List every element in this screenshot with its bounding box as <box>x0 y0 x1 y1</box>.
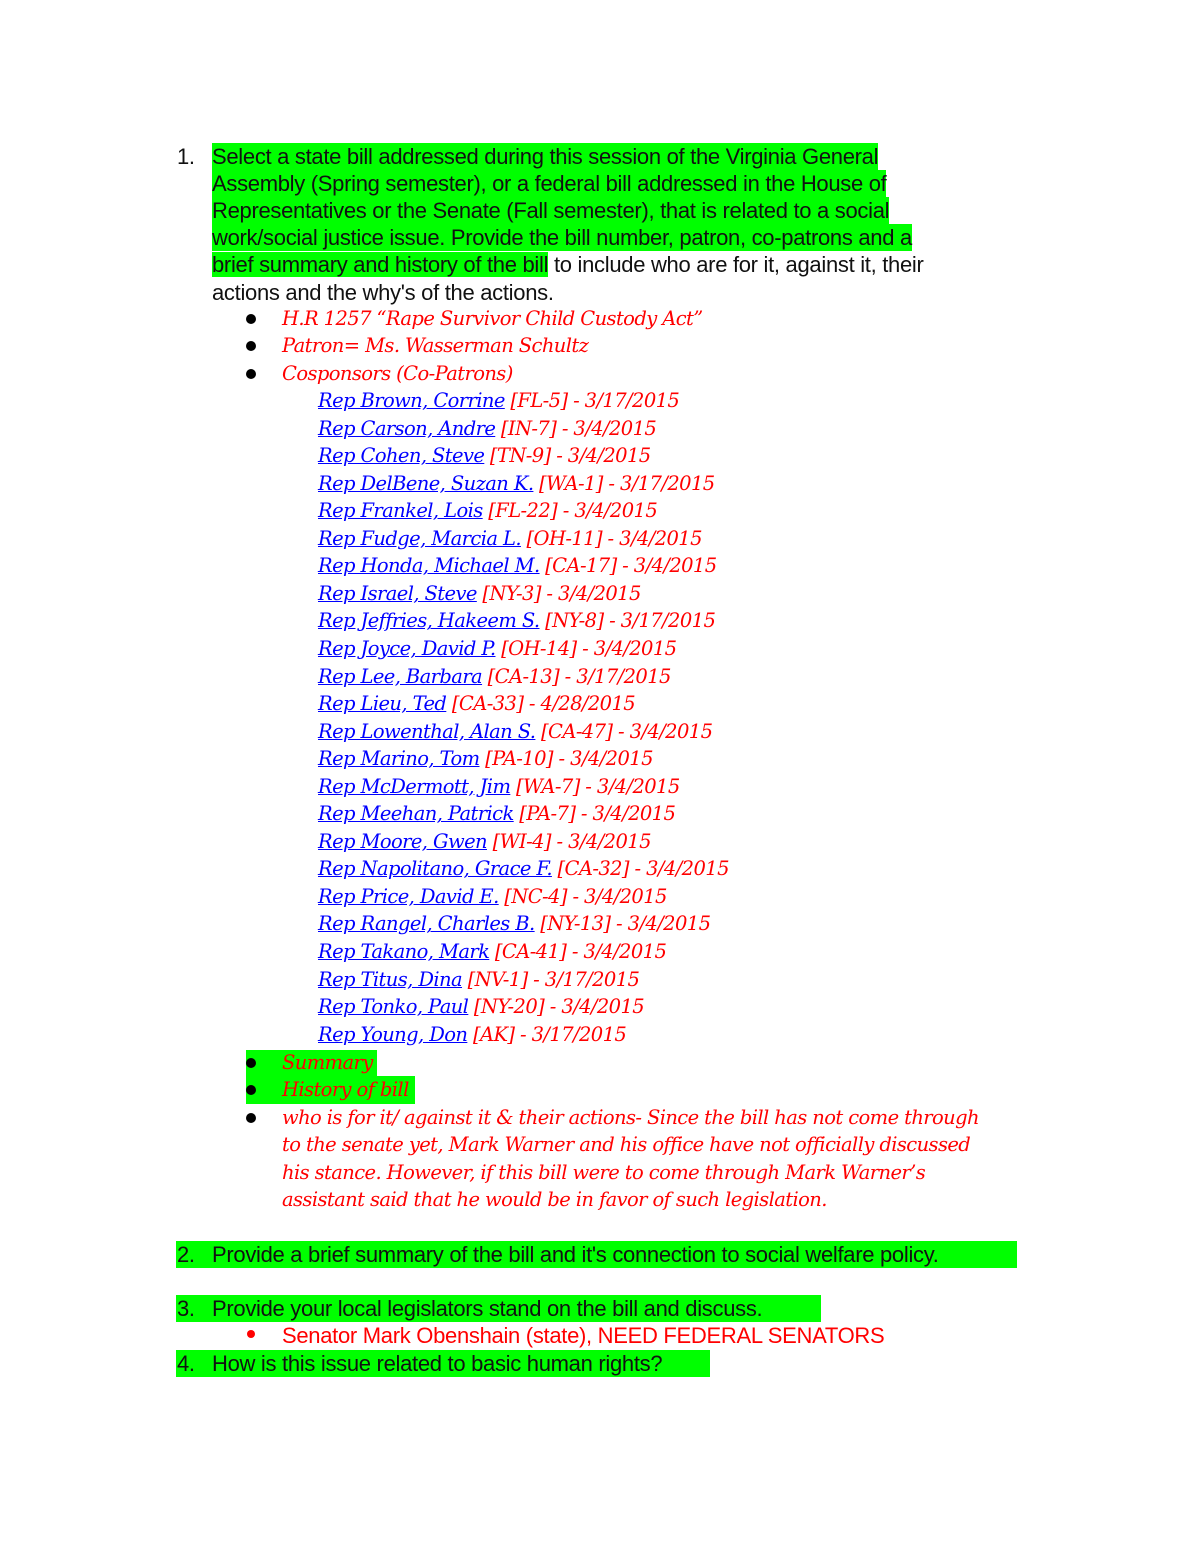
q1-tail: to include who are for it, against it, their <box>548 252 924 277</box>
cosponsor-item <box>318 497 657 525</box>
cosponsor-item <box>318 607 715 635</box>
history-label: History of bill <box>282 1078 409 1101</box>
cosponsor-detail: [PA-10] - 3/4/2015 <box>479 747 653 771</box>
cosponsor-detail: [PA-7] - 3/4/2015 <box>513 802 676 826</box>
cosponsor-detail: [CA-13] - 3/17/2015 <box>482 664 671 688</box>
cosponsor-item <box>318 442 651 470</box>
cosponsor-link[interactable]: Rep Joyce, David P. <box>318 636 496 660</box>
cosponsor-link[interactable]: Rep Lee, Barbara <box>318 664 483 688</box>
cosponsor-item <box>318 690 635 718</box>
cosponsor-detail: [CA-33] - 4/28/2015 <box>446 692 636 716</box>
cosponsor-item <box>318 415 656 443</box>
q4-line <box>176 1350 710 1377</box>
cosponsor-item <box>318 525 702 553</box>
bullet-icon <box>246 341 256 351</box>
cosponsor-detail: [NV-1] - 3/17/2015 <box>462 967 640 991</box>
q4-number: 4. <box>177 1351 195 1376</box>
q3-line <box>176 1295 821 1322</box>
cosponsor-link[interactable]: Rep Rangel, Charles B. <box>318 912 535 936</box>
bullet-icon <box>246 314 256 324</box>
cosponsor-link[interactable]: Rep Honda, Michael M. <box>318 554 540 578</box>
cosponsor-link[interactable]: Rep Takano, Mark <box>318 940 490 963</box>
cosponsor-link[interactable]: Rep Brown, Corrine <box>318 389 505 412</box>
cosponsor-detail: [WI-4] - 3/4/2015 <box>486 829 651 853</box>
q1-line: Representatives or the Senate (Fall semester), that is related to a social <box>212 198 890 223</box>
cosponsor-item <box>318 1021 626 1049</box>
cosponsor-link[interactable]: Rep DelBene, Suzan K. <box>318 471 534 495</box>
stance-line: his stance. However, if this bill were to come through Mark Warner’s <box>282 1161 926 1184</box>
bullet-icon <box>246 1113 256 1123</box>
cosponsor-item <box>318 580 641 608</box>
cosponsor-detail: [OH-11] - 3/4/2015 <box>520 526 702 550</box>
q1-line: work/social justice issue. Provide the bill number, patron, co-patrons and a <box>212 225 912 250</box>
cosponsor-link[interactable]: Rep McDermott, Jim <box>318 774 511 798</box>
cosponsor-detail: [AK] - 3/17/2015 <box>467 1022 627 1046</box>
cosponsor-item <box>318 635 676 663</box>
cosponsors-heading: Cosponsors (Co-Patrons) <box>282 362 513 385</box>
cosponsor-detail: [CA-47] - 3/4/2015 <box>535 719 713 743</box>
cosponsor-link[interactable]: Rep Cohen, Steve <box>318 444 485 468</box>
cosponsor-item <box>318 470 715 498</box>
cosponsor-detail: [NY-8] - 3/17/2015 <box>539 609 716 633</box>
cosponsor-link[interactable]: Rep Napolitano, Grace F. <box>318 857 552 881</box>
cosponsor-item <box>318 552 717 580</box>
stance-line: who is for it/ against it & their actions- Since the bill has not come through <box>282 1106 979 1129</box>
cosponsor-link[interactable]: Rep Carson, Andre <box>318 416 496 440</box>
cosponsor-item <box>318 387 679 415</box>
cosponsor-detail: [NY-3] - 3/4/2015 <box>476 581 641 605</box>
q3-text: Provide your local legislators stand on the bill and discuss. <box>212 1296 763 1321</box>
q1-line: actions and the why's of the actions. <box>212 280 554 305</box>
cosponsor-detail: [CA-17] - 3/4/2015 <box>539 554 717 578</box>
q1-line: Assembly (Spring semester), or a federal bill addressed in the House of <box>212 171 887 196</box>
cosponsor-item <box>318 910 710 938</box>
cosponsor-link[interactable]: Rep Lieu, Ted <box>318 692 447 716</box>
q2-text: Provide a brief summary of the bill and it's connection to social welfare policy. <box>212 1242 939 1267</box>
cosponsor-detail: [CA-32] - 3/4/2015 <box>551 857 729 881</box>
summary-label: Summary <box>282 1051 373 1074</box>
cosponsor-item <box>318 745 653 773</box>
cosponsor-link[interactable]: Rep Tonko, Paul <box>318 995 469 1019</box>
cosponsor-link[interactable]: Rep Meehan, Patrick <box>318 802 514 826</box>
cosponsor-detail: [WA-1] - 3/17/2015 <box>533 471 715 495</box>
cosponsor-detail: [OH-14] - 3/4/2015 <box>495 636 677 660</box>
q2-line <box>176 1241 1017 1268</box>
bullet-icon <box>247 1330 255 1338</box>
q1-line: Select a state bill addressed during this session of the Virginia General <box>212 144 879 169</box>
cosponsor-link[interactable]: Rep Israel, Steve <box>318 581 477 605</box>
stance-line: to the senate yet, Mark Warner and his office have not officially discussed <box>282 1133 971 1156</box>
cosponsor-link[interactable]: Rep Marino, Tom <box>318 747 480 771</box>
q1-number: 1. <box>177 144 195 169</box>
cosponsor-detail: [NC-4] - 3/4/2015 <box>498 884 667 908</box>
cosponsor-detail: [TN-9] - 3/4/2015 <box>484 444 651 468</box>
cosponsor-item <box>318 773 680 801</box>
cosponsor-detail: [CA-41] - 3/4/2015 <box>489 940 667 963</box>
cosponsor-detail: [NY-13] - 3/4/2015 <box>534 912 711 936</box>
cosponsor-item <box>318 718 712 746</box>
stance-line: assistant said that he would be in favor of such legislation. <box>282 1188 827 1211</box>
cosponsor-link[interactable]: Rep Lowenthal, Alan S. <box>318 719 536 743</box>
cosponsor-detail: [NY-20] - 3/4/2015 <box>468 995 645 1019</box>
cosponsor-link[interactable]: Rep Price, David E. <box>318 884 499 908</box>
q1-line <box>212 251 924 278</box>
cosponsor-link[interactable]: Rep Fudge, Marcia L. <box>318 526 521 550</box>
bill-title: H.R 1257 “Rape Survivor Child Custody Act” <box>282 307 703 330</box>
cosponsor-item <box>318 883 667 911</box>
cosponsor-detail: [WA-7] - 3/4/2015 <box>510 774 680 798</box>
bullet-icon <box>246 1085 256 1095</box>
cosponsor-item <box>318 993 644 1021</box>
cosponsor-link[interactable]: Rep Young, Don <box>318 1022 468 1046</box>
q4-text: How is this issue related to basic human rights? <box>212 1351 663 1376</box>
q2-number: 2. <box>177 1242 195 1267</box>
cosponsor-link[interactable]: Rep Moore, Gwen <box>318 829 487 853</box>
bullet-icon <box>246 369 256 379</box>
cosponsor-link[interactable]: Rep Frankel, Lois <box>318 499 483 523</box>
q3-bullet: Senator Mark Obenshain (state), NEED FEDERAL SENATORS <box>282 1323 885 1348</box>
cosponsor-item <box>318 663 671 691</box>
bullet-icon <box>246 1058 256 1068</box>
bill-patron: Patron= Ms. Wasserman Schultz <box>282 334 589 357</box>
q1-highlight: brief summary and history of the bill <box>212 252 549 277</box>
cosponsor-item <box>318 855 729 883</box>
cosponsor-link[interactable]: Rep Jeffries, Hakeem S. <box>318 609 540 633</box>
cosponsor-item <box>318 938 666 966</box>
cosponsor-item <box>318 966 639 994</box>
cosponsor-item <box>318 828 651 856</box>
cosponsor-link[interactable]: Rep Titus, Dina <box>318 967 463 991</box>
cosponsor-detail: [IN-7] - 3/4/2015 <box>495 416 657 440</box>
q3-number: 3. <box>177 1296 195 1321</box>
cosponsor-item <box>318 800 675 828</box>
cosponsor-detail: [FL-5] - 3/17/2015 <box>504 389 680 412</box>
cosponsor-detail: [FL-22] - 3/4/2015 <box>482 499 658 523</box>
